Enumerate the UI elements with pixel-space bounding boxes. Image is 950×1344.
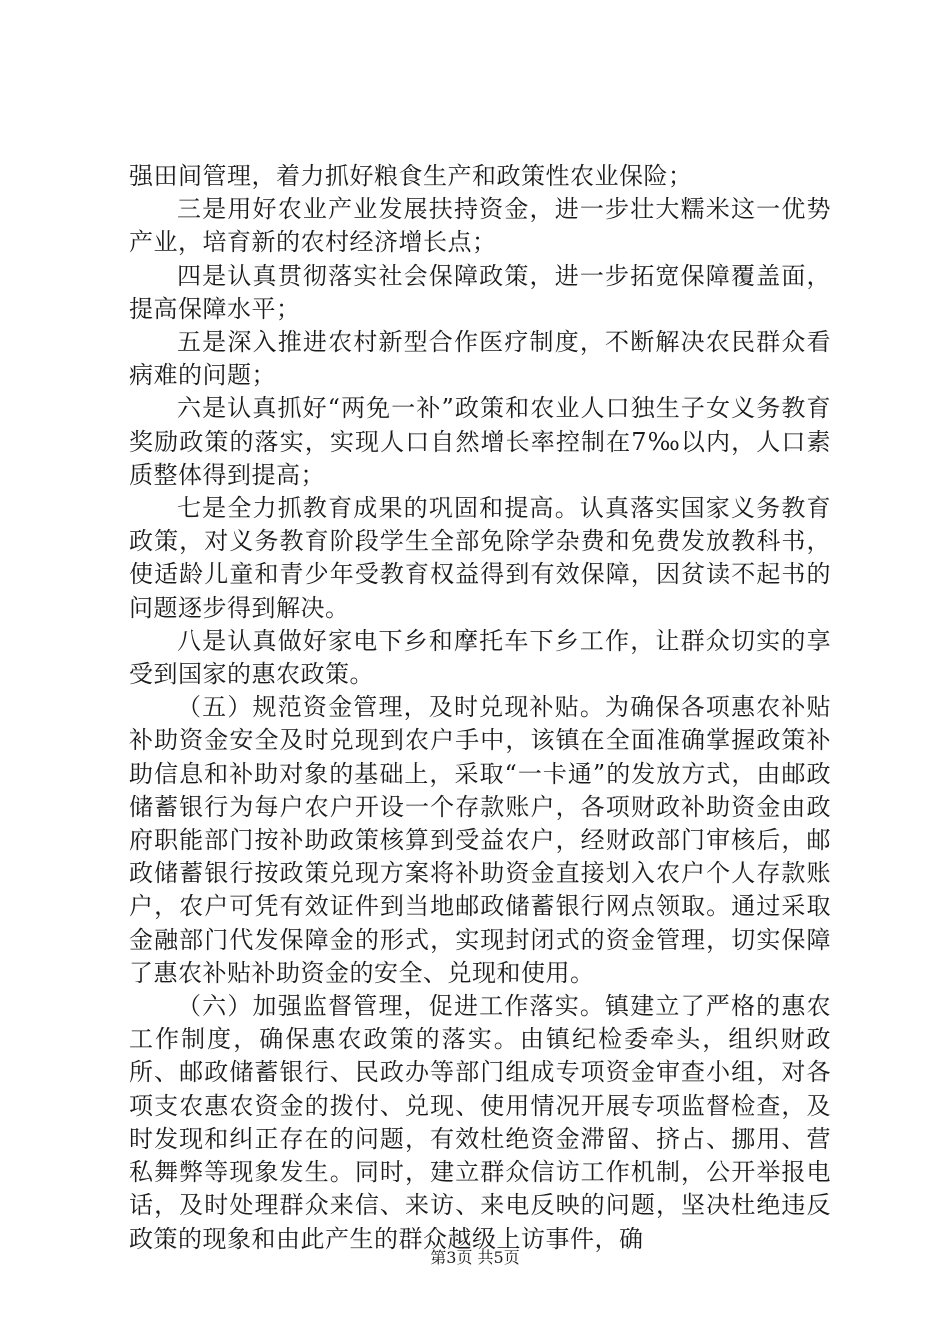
paragraph-4: 五是深入推进农村新型合作医疗制度，不断解决农民群众看病难的问题；: [129, 328, 831, 390]
paragraph-2: 三是用好农业产业发展扶持资金，进一步壮大糯米这一优势产业，培育新的农村经济增长点；: [129, 195, 831, 257]
document-body: [129, 160, 831, 1256]
paragraph-5: 六是认真抓好“两免一补”政策和农业人口独生子女义务教育奖励政策的落实，实现人口自然增长率控制在7‰以内，人口素质整体得到提高；: [129, 394, 831, 489]
paragraph-6: 七是全力抓教育成果的巩固和提高。认真落实国家义务教育政策，对义务教育阶段学生全部免除学杂费和免费发放教科书，使适龄儿童和青少年受教育权益得到有效保障，因贫读不起书的问题逐步得到解决。: [129, 494, 831, 622]
paragraph-7: 八是认真做好家电下乡和摩托车下乡工作，让群众切实的享受到国家的惠农政策。: [129, 626, 831, 689]
paragraph-3: 四是认真贯彻落实社会保障政策，进一步拓宽保障覆盖面，提高保障水平；: [129, 261, 831, 323]
paragraph-8: （五）规范资金管理，及时兑现补贴。为确保各项惠农补贴补助资金安全及时兑现到农户手中，该镇在全面准确掌握政策补助信息和补助对象的基础上，采取“一卡通”的发放方式，由邮政储蓄银行为每户农户开设一个存款账户，各项财政补助资金由政府职能部门按补助政策核算到受益农户，经财政部门审核后，邮政储蓄银行按政策兑现方案将补助资金直接划入农户个人存款账户，农户可凭有效证件到当地邮政储蓄银行网点领取。通过采取金融部门代发保障金的形式，实现封闭式的资金管理，切实保障了惠农补贴补助资金的安全、兑现和使用。: [129, 693, 831, 987]
page-footer: 第3页 共5页: [430, 1248, 520, 1267]
paragraph-1: 强田间管理，着力抓好粮食生产和政策性农业保险；: [129, 162, 693, 190]
paragraph-9: （六）加强监督管理，促进工作落实。镇建立了严格的惠农工作制度，确保惠农政策的落实。由镇纪检委牵头，组织财政所、邮政储蓄银行、民政办等部门组成专项资金审查小组，对各项支农惠农资金的拨付、兑现、使用情况开展专项监督检查，及时发现和纠正存在的问题，有效杜绝资金滞留、挤占、挪用、营私舞弊等现象发生。同时，建立群众信访工作机制，公开举报电话，及时处理群众来信、来访、来电反映的问题，坚决杜绝违反政策的现象和由此产生的群众越级上访事件，确: [129, 992, 831, 1253]
